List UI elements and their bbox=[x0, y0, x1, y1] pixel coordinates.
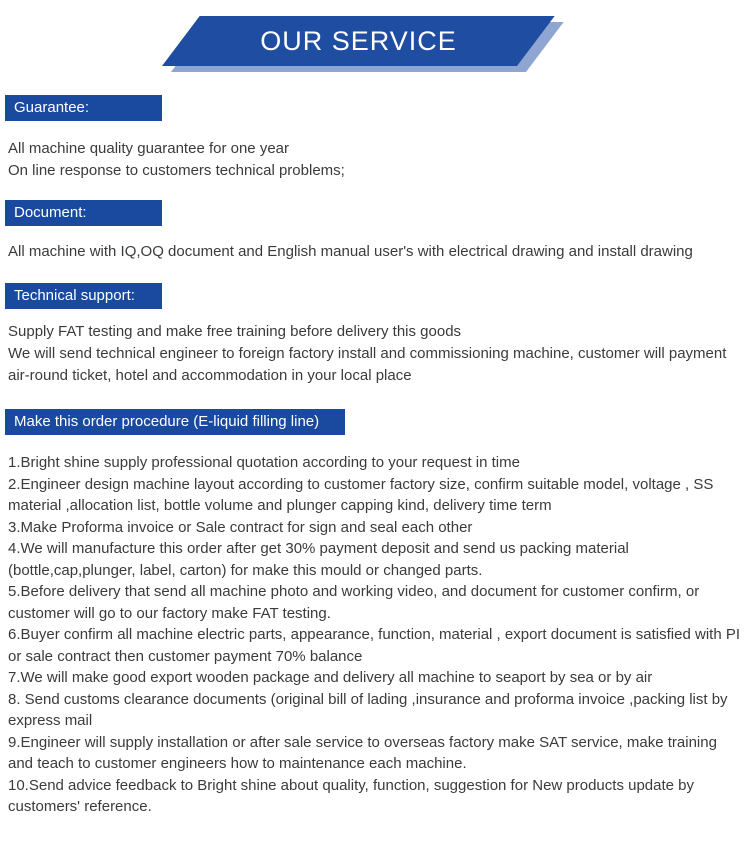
order-procedure-section bbox=[0, 387, 750, 818]
technical-support-line: Supply FAT testing and make free training before delivery this goods bbox=[8, 323, 462, 340]
order-procedure-steps bbox=[0, 452, 750, 818]
procedure-step: 3.Make Proforma invoice or Sale contract for sign and seal each other bbox=[8, 518, 473, 536]
guarantee-section bbox=[0, 95, 750, 182]
service-banner bbox=[0, 0, 750, 73]
technical-support-section-body bbox=[0, 321, 750, 387]
procedure-step: 9.Engineer will supply installation or after sale service to overseas factory make SAT service, make training and teach to customer engineers how to maintenance each machine. bbox=[8, 733, 717, 772]
guarantee-section-label: Guarantee: bbox=[5, 95, 162, 121]
order-procedure-section-label: Make this order procedure (E-liquid filling line) bbox=[5, 409, 345, 435]
guarantee-line: On line response to customers technical problems; bbox=[8, 162, 345, 179]
procedure-step: 7.We will make good export wooden package and delivery all machine to seaport by sea or by air bbox=[8, 669, 653, 686]
document-section-body bbox=[0, 241, 750, 263]
procedure-step: 6.Buyer confirm all machine electric parts, appearance, function, material , export document is satisfied with PI or sale contract then customer payment 70% balance bbox=[8, 626, 741, 665]
procedure-step: 1.Bright shine supply professional quotation according to your request in time bbox=[8, 454, 520, 471]
procedure-step: 5.Before delivery that send all machine photo and working video, and document for customer confirm, or customer will go to our factory make FAT testing. bbox=[8, 583, 700, 622]
guarantee-section-body bbox=[0, 138, 750, 182]
banner-title: OUR SERVICE bbox=[260, 26, 457, 56]
procedure-step: 4.We will manufacture this order after get 30% payment deposit and send us packing material (bottle,cap,plunger, label, carton) for make this mould or changed parts. bbox=[8, 540, 629, 579]
document-section-label: Document: bbox=[5, 200, 162, 226]
document-line: All machine with IQ,OQ document and English manual user's with electrical drawing and install drawing bbox=[8, 243, 693, 260]
procedure-step: 2.Engineer design machine layout according to customer factory size, confirm suitable model, voltage , SS material ,allocation list, bottle volume and plunger capping kind, delivery time term bbox=[8, 475, 714, 514]
technical-support-line: We will send technical engineer to foreign factory install and commissioning machine, customer will payment air-round ticket, hotel and accommodation in your local place bbox=[8, 345, 727, 384]
technical-support-section bbox=[0, 263, 750, 387]
document-section bbox=[0, 182, 750, 263]
procedure-step: 10.Send advice feedback to Bright shine about quality, function, suggestion for New products update by customers' reference. bbox=[8, 776, 694, 815]
guarantee-line: All machine quality guarantee for one year bbox=[8, 140, 290, 157]
procedure-step: 8. Send customs clearance documents (original bill of lading ,insurance and proforma invoice ,packing list by express mail bbox=[8, 690, 728, 729]
technical-support-section-label: Technical support: bbox=[5, 283, 162, 309]
